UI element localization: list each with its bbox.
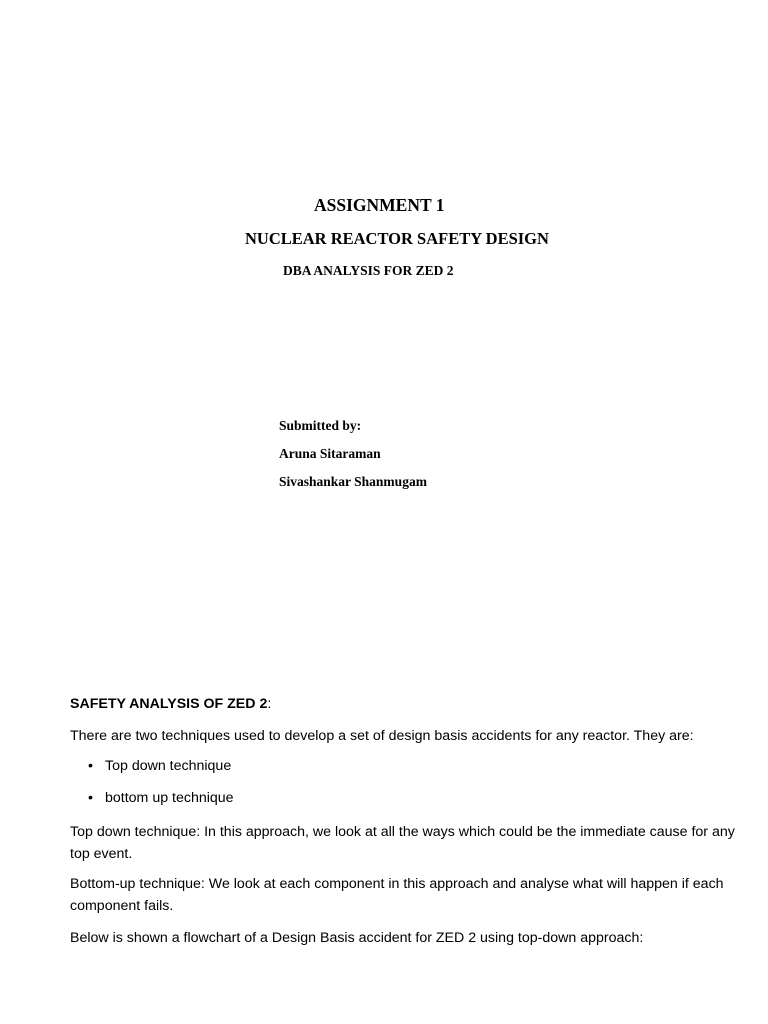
intro-paragraph: There are two techniques used to develop a set of design basis accidents for any reactor. They are: [70, 728, 694, 744]
list-item-text: Top down technique [105, 758, 232, 774]
bullet-icon: • [88, 790, 93, 806]
report-subtitle: DBA ANALYSIS FOR ZED 2 [283, 263, 454, 278]
list-item [88, 790, 234, 806]
section-heading-colon: : [267, 696, 272, 712]
bottomup-paragraph: Bottom-up technique: We look at each component in this approach and analyse what will happen if each component fails. [70, 876, 724, 914]
flowchart-intro-paragraph: Below is shown a flowchart of a Design Basis accident for ZED 2 using top-down approach: [70, 930, 644, 946]
topdown-paragraph: Top down technique: In this approach, we look at all the ways which could be the immediate cause for any top event. [70, 824, 735, 862]
course-title: NUCLEAR REACTOR SAFETY DESIGN [245, 229, 549, 248]
author-name: Sivashankar Shanmugam [279, 474, 427, 489]
author-name: Aruna Sitaraman [279, 446, 381, 461]
bullet-icon: • [88, 758, 93, 774]
list-item [88, 758, 231, 774]
section-heading [70, 693, 271, 715]
assignment-title: ASSIGNMENT 1 [314, 195, 445, 215]
submitted-by-label: Submitted by: [279, 418, 362, 433]
section-heading-text: SAFETY ANALYSIS OF ZED 2 [70, 696, 268, 712]
list-item-text: bottom up technique [105, 790, 234, 806]
